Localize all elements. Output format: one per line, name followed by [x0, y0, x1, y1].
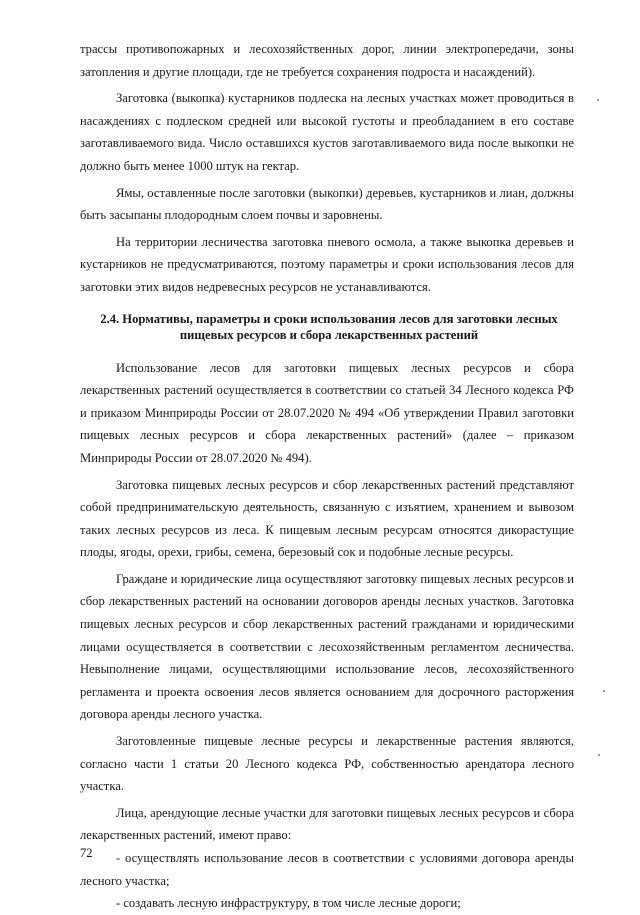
paragraph-lease-basis: Граждане и юридические лица осуществляют заготовку пищевых лесных ресурсов и сбор лекарственных растений на основании договоров аренды лесных участков. Заготовка пищевых лесных ресурсов и сбор лекарственных растений гражданами и юридическими лицами осуществляется в соответствии с лесохозяйственным регламентом лесничества. Невыполнение лицами, осуществляющими использование лесов, лесохозяйственного регламента и проекта освоения лесов является основанием для досрочного расторжения договора аренды лесного участка.: [80, 571, 574, 722]
paragraph-ownership: Заготовленные пищевые лесные ресурсы и лекарственные растения являются, согласно части 1 статьи 20 Лесного кодекса РФ, собственностью арендатора лесного участка.: [80, 734, 574, 794]
paragraph-stump-resin: На территории лесничества заготовка пневого осмола, а также выкопка деревьев и кустарников не предусматриваются, поэтому параметры и сроки использования лесов для заготовки этих видов недревесных ресурсов не устанавливаются.: [80, 234, 574, 294]
paragraph-definition: Заготовка пищевых лесных ресурсов и сбор лекарственных растений представляют собой предпринимательскую деятельность, связанную с изъятием, хранением и вывозом таких лесных ресурсов из леса. К пищевым лесным ресурсам относятся дикорастущие плоды, ягоды, орехи, грибы, семена, березовый сок и подобные лесные ресурсы.: [80, 477, 574, 560]
scan-speck: [598, 754, 600, 756]
section-heading-line-1: 2.4. Нормативы, параметры и сроки использования лесов для заготовки лесных: [100, 311, 558, 326]
page-number: 72: [80, 846, 93, 860]
paragraph-shrub-harvest: Заготовка (выкопка) кустарников подлеска на лесных участках может проводиться в насаждениях с подлеском средней или высокой густоты и преобладанием в его составе заготавливаемого вида. Число оставшихся кустов заготавливаемого вида после выкопки не должно быть менее 1000 штук на гектар.: [80, 91, 574, 173]
paragraph-legal-basis: Использование лесов для заготовки пищевых лесных ресурсов и сбора лекарственных растений осуществляется в соответствии со статьей 34 Лесного кодекса РФ и приказом Минприроды России от 28.07.2020 № 494 «Об утверждении Правил заготовки пищевых лесных ресурсов и сбора лекарственных растений» (далее – приказом Минприроды России от 28.07.2020 № 494).: [80, 360, 574, 465]
list-item-infrastructure: - создавать лесную инфраструктуру, в том числе лесные дороги;: [116, 896, 461, 911]
paragraph-rights-intro: Лица, арендующие лесные участки для заготовки пищевых лесных ресурсов и сбора лекарственных растений, имеют право:: [80, 805, 574, 843]
section-heading-line-2: пищевых ресурсов и сбора лекарственных растений: [179, 327, 479, 342]
list-item-use-forests: - осуществлять использование лесов в соответствии с условиями договора аренды лесного участка;: [80, 851, 574, 888]
paragraph-pits: Ямы, оставленные после заготовки (выкопки) деревьев, кустарников и лиан, должны быть засыпаны плодородным слоем почвы и заровнены.: [80, 185, 574, 223]
scan-speck: [597, 99, 599, 101]
section-heading: [80, 311, 574, 343]
paragraph-continuation: трассы противопожарных и лесохозяйственных дорог, линии электропередачи, зоны затопления и другие площади, где не требуется сохранения подроста и насаждений).: [80, 42, 574, 79]
scan-speck: [603, 690, 605, 692]
